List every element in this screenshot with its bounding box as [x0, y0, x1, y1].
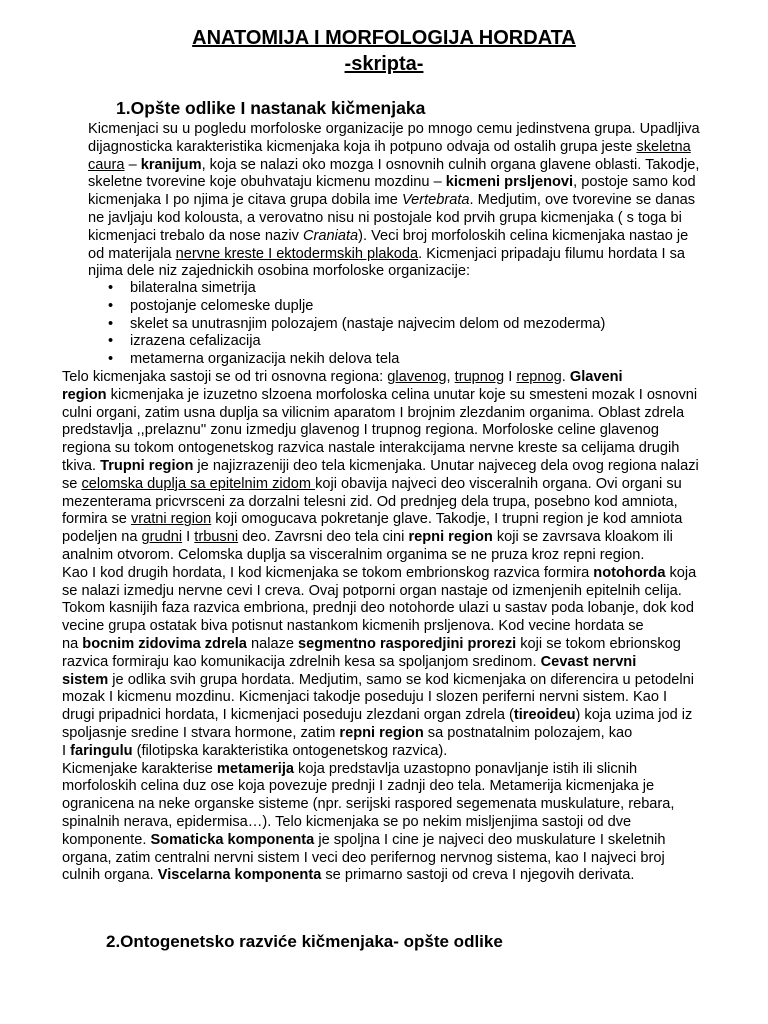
- bullet-item: [108, 316, 605, 334]
- intro-paragraph: [88, 121, 700, 281]
- text-line: komponente. Somaticka komponenta je spoljna I cine je najveci deo muskulature I skeletnih: [62, 831, 666, 848]
- text-line: njima dele niz zajednickih osobina morfoloske organizacije:: [88, 263, 471, 280]
- bullet-icon: •: [108, 351, 114, 368]
- bullet-text: bilateralna simetrija: [130, 280, 256, 296]
- feature-bullet-list: [108, 280, 605, 369]
- text-line: kicmenjaci trebalo da nose naziv Craniata). Veci broj morfoloskih celina kicmenjaka nastao je: [88, 227, 689, 244]
- bullet-text: postojanje celomeske duplje: [130, 297, 314, 314]
- text-line: drugi pripadnici hordata, I kicmenjaci poseduju zlezdani organ zdrela (tireoideu) koja uzima jod iz: [62, 707, 693, 724]
- text-line: se celomska duplja sa epitelnim zidom koji obavija najveci deo visceralnih organa. Ovi organi su: [62, 475, 682, 492]
- text-line: razvica formiraju kao komunikacija zdrelnih kesa sa spoljanjom sredinom. Cevast nervni: [62, 653, 637, 670]
- text-line: tkiva. Trupni region je najizrazeniji deo tela kicmenjaka. Unutar najveceg dela ovog regiona nalazi: [62, 457, 699, 474]
- bullet-item: [108, 333, 605, 351]
- text-line: region kicmenjaka je izuzetno slzoena morfoloska celina unutar koje su smesteni mozak I osnovni: [62, 386, 698, 403]
- bullet-text: izrazena cefalizacija: [130, 333, 261, 350]
- text-line: spinalnih nerava, epidermisa…). Telo kicmenjaka se po nekim misljenjima sastoji od dve: [62, 813, 632, 830]
- text-line: I faringulu (filotipska karakteristika ontogenetskog razvica).: [62, 742, 448, 759]
- text-line: regiona su tokom ontogenetskog razvica nastale interakcijama nervne kreste sa celijama drugih: [62, 440, 680, 457]
- bullet-item: [108, 280, 605, 298]
- text-line: ne javljaju kod kolousta, a verovatno nisu ni postojale kod prvih grupa kicmenjaka ( s toga bi: [88, 209, 682, 226]
- text-line: Telo kicmenjaka sastoji se od tri osnovna regiona: glavenog, trupnog I repnog. Glaveni: [62, 369, 623, 385]
- bullet-item: [108, 298, 605, 316]
- text-line: culnih organa. Viscelarna komponenta se primarno sastoji od creva I njegovih derivata.: [62, 867, 635, 884]
- bullet-item: [108, 351, 605, 369]
- text-line: spoljasnje sredine I stvara hormone, zatim repni region sa postnatalnim polozajem, kao: [62, 724, 633, 741]
- text-line: culni organi, zatim usna duplja sa vilicnim aparatom I brojnim zlezdanim organima. Oblast zdrela: [62, 404, 685, 421]
- section-heading-2: 2.Ontogenetsko razviće kičmenjaka- opšte odlike: [106, 932, 503, 951]
- bullet-text: metamerna organizacija nekih delova tela: [130, 351, 400, 368]
- text-line: skeletne tvorevine koje obuhvataju kicmenu mozdinu – kicmeni prsljenovi, postoje samo kod: [88, 174, 696, 191]
- text-line: morfoloskih celina duz ose koja povezuje prednji I zadnji deo tela. Metamerija kicmenjaka je: [62, 778, 655, 795]
- text-line: mezenterama pricvrsceni za dorzalni telesni zid. Od prednjeg dela trupa, posebno kod amniota,: [62, 493, 678, 510]
- bullet-icon: •: [108, 297, 114, 314]
- text-line: podeljen na grudni I trbusni deo. Zavrsni deo tela cini repni region koji se zavrsava kloakom ili: [62, 529, 673, 546]
- text-line: analnim otvorom. Celomska duplja sa visceralnim organima se ne pruza kroz repni region.: [62, 546, 645, 563]
- section-heading-1: 1.Opšte odlike I nastanak kičmenjaka: [116, 98, 426, 118]
- text-line: predstavlja ,,prelaznu'' zonu izmedju glavenog I trupnog regiona. Morfoloske celine glavenog: [62, 422, 659, 439]
- document-subtitle: -skripta-: [344, 53, 424, 75]
- document-title: ANATOMIJA I MORFOLOGIJA HORDATA: [192, 27, 576, 49]
- text-line: sistem je odlika svih grupa hordata. Medjutim, samo se kod kicmenjaka on diferencira u petodelni: [62, 671, 694, 688]
- text-line: Kicmenjaci su u pogledu morfoloske organizacije po mnogo cemu jedinstvena grupa. Upadljiva: [88, 121, 700, 137]
- text-line: na bocnim zidovima zdrela nalaze segmentno rasporedjini prorezi koji se tokom ebrionskog: [62, 635, 681, 652]
- text-line: se nalazi izmedju nervne cevi I creva. Ovaj potporni organ nastaje od izmenjenih epitelnih celija.: [62, 582, 682, 599]
- text-line: mozak I kicmenu mozdinu. Kicmenjaci takodje poseduju I slozen periferni nervni sistem. Kao I: [62, 689, 668, 706]
- bullet-icon: •: [108, 333, 114, 350]
- text-line: caura – kranijum, koja se nalazi oko mozga I osnovnih culnih organa glavene oblasti. Takodje,: [88, 156, 700, 173]
- text-line: Kicmenjake karakterise metamerija koja predstavlja uzastopno ponavljanje istih ili slicnih: [62, 760, 638, 777]
- text-line: dijagnosticka karakteristika kicmenjaka koja ih potpuno odvaja od ostalih grupa jeste skeletna: [88, 138, 691, 155]
- text-line: Kao I kod drugih hordata, I kod kicmenjaka se tokom embrionskog razvica formira notohorda koja: [62, 564, 697, 581]
- text-line: Tokom kasnijih faza razvica embriona, prednji deo notohorde ulazi u sastav poda lobanje, dok kod: [62, 600, 694, 617]
- bullet-icon: •: [108, 280, 114, 296]
- text-line: od materijala nervne kreste I ektodermskih plakoda. Kicmenjaci pripadaju filumu hordata I sa: [88, 245, 686, 262]
- text-line: organa, zatim centralni nervni sistem I veci deo perifernog nervnog sistema, kao I najveci broj: [62, 849, 665, 866]
- bullet-icon: •: [108, 315, 114, 332]
- text-line: kicmenjaka I po njima je citava grupa dobila ime Vertebrata. Medjutim, ove tvorevine se danas: [88, 192, 696, 209]
- bullet-text: skelet sa unutrasnjim polozajem (nastaje najvecim delom od mezoderma): [130, 315, 606, 332]
- body-paragraph: [62, 369, 699, 885]
- text-line: ogranicena na neke organske sisteme (npr. serijski raspored segemenata muskulature, rebara,: [62, 796, 675, 813]
- text-line: formira se vratni region koji omogucava pokretanje glave. Takodje, I trupni region je kod amniota: [62, 511, 683, 528]
- text-line: vecine grupa ostatak biva potisnut nastankom kicmenih prsljenova. Kod vecine hordata se: [62, 618, 644, 635]
